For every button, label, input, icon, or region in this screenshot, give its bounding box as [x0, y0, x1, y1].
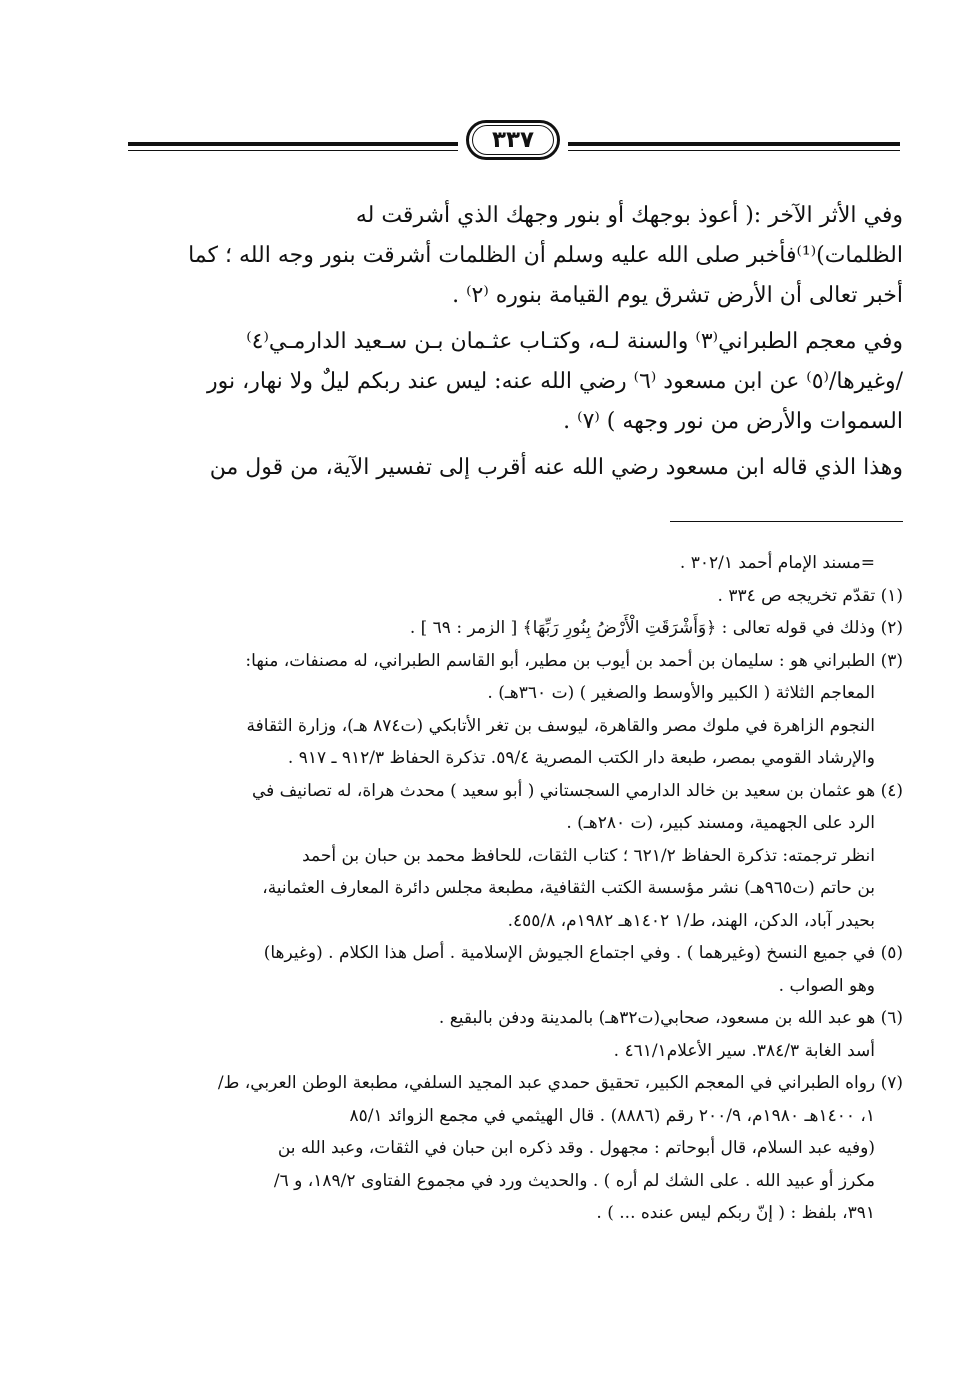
footnote-line: بن حاتم (ت٩٦٥هـ) نشر مؤسسة الكتب الثقافية، مطبعة مجلس دائرة المعارف العثمانية،: [262, 878, 875, 898]
footnote-line: (٧) رواه الطبراني في المعجم الكبير، تحقيق حمدي عبد المجيد السلفي، مطبعة الوطن العربي، ط/: [217, 1073, 903, 1093]
header-rule-right: [568, 142, 900, 146]
main-line: السموات والأرض من نور وجهه ) ⁽٧⁾ .: [563, 409, 903, 434]
main-line: الظلمات)⁽¹⁾فأخبر صلى الله عليه وسلم أن الظلمات أشرقت بنور وجه الله ؛ كما: [188, 243, 903, 268]
header-rule-right-thin: [568, 150, 900, 151]
main-line: أخبر تعالى أن الأرض تشرق يوم القيامة بنوره ⁽٢⁾ .: [452, 283, 903, 308]
page-number-badge: [466, 120, 560, 160]
page-number: ٣٣٧: [472, 125, 554, 155]
main-line: وهذا الذي قاله ابن مسعود رضي الله عنه أقرب إلى تفسير الآية، من قول من: [209, 455, 903, 480]
main-text: [123, 196, 903, 488]
footnote-line: ١، ١٤٠٠هـ ١٩٨٠م، ٢٠٠/٩ رقم (٨٨٨٦) . قال الهيثمي في مجمع الزوائد ٨٥/١: [349, 1105, 875, 1126]
footnote-line: (وفيه عبد السلام، قال أبوحاتم : مجهول . وقد ذكره ابن حبان في الثقات، وعبد الله بن: [277, 1138, 875, 1158]
footnote-line: (١) تقدّم تخريجه ص ٣٣٤ .: [717, 585, 903, 606]
footnote-line: (٣) الطبراني هو : سليمان بن أحمد بن أيوب بن مطير، أبو القاسم الطبراني، له مصنفات، منها:: [245, 650, 903, 671]
footnote-line: (٥) في جميع النسخ (وغيرهما ) . وفي اجتماع الجيوش الإسلامية . أصل هذا الكلام . (وغيرها): [263, 943, 903, 963]
footnotes: [113, 547, 903, 1230]
footnote-line: وهو الصواب .: [778, 975, 875, 996]
footnote-line: ٣٩١، بلفظ : ( إنّ ربكم ليس عنده ... ) .: [596, 1203, 875, 1223]
header-rule-left-thin: [128, 150, 458, 151]
footnote-line: المعاجم الثلاثة ( الكبير والأوسط والصغير ) (ت ٣٦٠هـ) .: [487, 683, 875, 703]
footnote-line: مكرز أو عبيد الله . على الشك لم أره ) . والحديث ورد في مجموع الفتاوى ١٨٩/٢، و ٦/: [273, 1170, 875, 1191]
footnote-line: أسد الغابة ٣٨٤/٣. سير الأعلام٤٦١/١ .: [613, 1040, 875, 1061]
footnote-line: (٢) وذلك في قوله تعالى : ﴿وَأَشْرَقَتِ الْأَرْضُ بِنُورِ رَبِّهَا﴾ [ الزمر : ٦٩ ] .: [409, 618, 903, 638]
footnote-line: النجوم الزاهرة في ملوك مصر والقاهرة، ليوسف بن تغر الأتابكي (ت٨٧٤ هـ)، وزارة الثقافة: [246, 715, 875, 736]
footnote-line: والإرشاد القومي بمصر، طبعة دار الكتب المصرية ٥٩/٤. تذكرة الحفاظ ٩١٢/٣ ـ ٩١٧ .: [287, 748, 875, 768]
footnote-line: انظر ترجمته: تذكرة الحفاظ ٦٢١/٢ ؛ كتاب الثقات، للحافظ محمد بن حبان بن أحمد: [302, 845, 875, 866]
footnote-line: الرد على الجهمية، ومسند كبير، (ت ٢٨٠هـ) .: [566, 813, 875, 833]
footnote-line: (٦) هو عبد الله بن مسعود، صحابي(ت٣٢هـ) بالمدينة ودفن بالبقيع .: [438, 1008, 903, 1028]
footnote-separator: [670, 521, 903, 522]
page-header: [128, 118, 900, 168]
main-line: وفي الأثر الآخر :( أعوذ بوجهك أو بنور وجهك الذي أشرقت له: [355, 203, 903, 228]
header-rule-left: [128, 142, 458, 146]
footnote-line: =مسند الإمام أحمد ٣٠٢/١ .: [679, 553, 875, 573]
footnote-line: بحيدر آباد، الدكن، الهند، ط/١ ١٤٠٢هـ ١٩٨٢م، ٤٥٥/٨.: [507, 910, 875, 931]
footnote-line: (٤) هو عثمان بن سعيد بن خالد الدارمي السجستاني ( أبو سعيد ) محدث هراة، له تصانيف في: [251, 780, 903, 801]
main-line: /وغيرها/⁽٥⁾ عن ابن مسعود ⁽٦⁾ رضي الله عنه: ليس عند ربكم ليلٌ ولا نهار، نور: [207, 369, 903, 394]
main-line: وفي معجم الطبراني⁽٣⁾ والسنة لـه، وكتـاب عثـمان بـن سـعيد الدارمـي⁽٤⁾: [246, 329, 903, 354]
